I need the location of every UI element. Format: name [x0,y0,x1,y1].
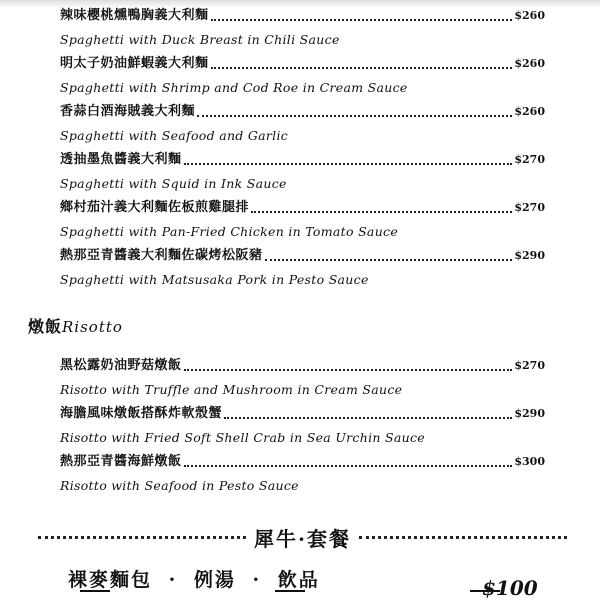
menu-item-en [60,269,545,291]
text-fragment [80,590,110,602]
text-fragment [470,590,500,602]
menu-item-zh [60,245,545,267]
item-name-en: Spaghetti with Squid in Ink Sauce [60,176,287,191]
dot-leader [265,259,513,261]
dot-leader [184,465,513,467]
item-name-en: Spaghetti with Shrimp and Cod Roe in Cream Sauce [60,80,408,95]
section-title-zh: 燉飯 [28,317,63,336]
menu-item-zh [60,197,545,219]
menu-item-zh [60,451,545,473]
menu-item-en [60,125,545,147]
dot-leader [197,115,512,117]
menu-item-en [60,29,545,51]
item-name-en: Spaghetti with Matsusaka Pork in Pesto Sauce [60,272,369,287]
item-price: $270 [514,201,545,214]
item-name-zh: 香蒜白酒海賊義大利麵 [60,104,196,119]
item-name-zh: 辣味櫻桃燻鴨胸義大利麵 [60,8,209,23]
menu-item-en [60,221,545,243]
item-name-zh: 明太子奶油鮮蝦義大利麵 [60,56,209,71]
section-title-risotto [28,314,123,337]
item-name-en: Risotto with Truffle and Mushroom in Cream Sauce [60,382,403,397]
item-name-zh: 熱那亞青醬海鮮燉飯 [60,454,182,469]
item-price: $290 [514,407,545,420]
dot-leader [184,163,513,165]
item-price: $260 [514,57,545,70]
item-name-zh: 海膽風味燉飯搭酥炸軟殼蟹 [60,406,223,421]
item-name-en: Spaghetti with Duck Breast in Chili Sauce [60,32,340,47]
item-name-en: Spaghetti with Pan-Fried Chicken in Tomato Sauce [60,224,399,239]
menu-item-en [60,427,545,449]
dot-leader [251,211,512,213]
item-name-zh: 熱那亞青醬義大利麵佐碳烤松阪豬 [60,248,263,263]
item-price: $260 [514,105,545,118]
set-menu-title: 犀牛·套餐 [254,526,351,551]
menu-item-zh [60,149,545,171]
item-name-zh: 透抽墨魚醬義大利麵 [60,152,182,167]
item-name-en: Spaghetti with Seafood and Garlic [60,128,289,143]
menu-item-en [60,77,545,99]
item-price: $270 [514,153,545,166]
menu-item-en [60,379,545,401]
dot-divider-right [359,536,567,539]
item-price: $300 [514,455,545,468]
dot-leader [224,417,512,419]
set-menu-items: 裸麥麵包 · 例湯 · 飲品 [68,569,320,591]
menu-item-en [60,475,545,497]
dot-leader [184,369,513,371]
set-menu-price: $100 [482,576,538,600]
item-price: $260 [514,9,545,22]
cropped-bottom-text [80,590,500,600]
dot-leader [211,67,513,69]
item-name-zh: 鄉村茄汁義大利麵佐板煎雞腿排 [60,200,250,215]
set-menu-header [30,522,575,552]
menu-item-zh [60,355,545,377]
dot-leader [211,19,513,21]
item-name-zh: 黑松露奶油野菇燉飯 [60,358,182,373]
menu-item-zh [60,101,545,123]
menu-item-zh [60,403,545,425]
item-price: $270 [514,359,545,372]
item-name-en: Risotto with Seafood in Pesto Sauce [60,478,299,493]
section-title-en: Risotto [62,318,123,336]
menu-item-zh [60,53,545,75]
menu-item-zh [60,5,545,27]
item-price: $290 [514,249,545,262]
item-name-en: Risotto with Fried Soft Shell Crab in Sea Urchin Sauce [60,430,425,445]
dot-divider-left [38,536,246,539]
text-fragment [275,590,305,602]
menu-item-en [60,173,545,195]
